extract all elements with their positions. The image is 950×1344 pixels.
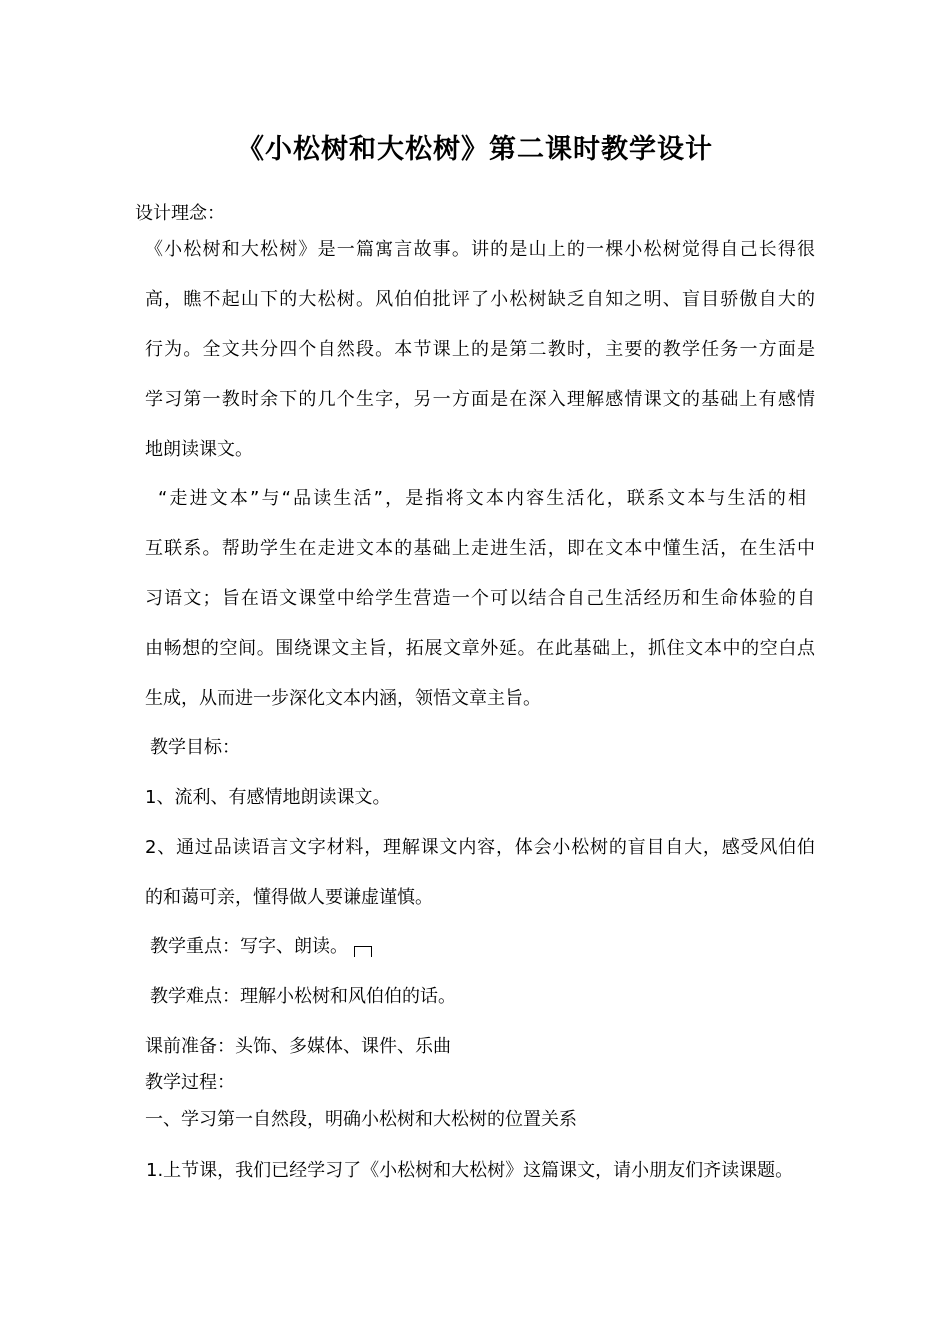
preparation: 课前准备：头饰、多媒体、课件、乐曲 [145,1036,451,1057]
section-heading: 一、学习第一自然段，明确小松树和大松树的位置关系 [145,1109,577,1130]
design-concept-label: 设计理念： [135,203,225,224]
key-points-text: 教学重点：写字、朗读。 [150,936,348,957]
difficulties: 教学难点：理解小松树和风伯伯的话。 [150,986,456,1007]
paragraph-line: 地朗读课文。 [145,439,253,460]
key-points [150,935,820,959]
paragraph-line: 习语文；旨在语文课堂中给学生营造一个可以结合自己生活经历和生命体验的自 [145,588,815,609]
objectives-label: 教学目标： [150,737,240,758]
paragraph-line: 行为。全文共分四个自然段。本节课上的是第二教时，主要的教学任务一方面是 [145,339,815,360]
paragraph-line: 由畅想的空间。围绕课文主旨，拓展文章外延。在此基础上，抓住文本中的空白点 [145,638,815,659]
process-label: 教学过程： [145,1072,235,1093]
bracket-mark-icon [354,946,372,957]
paragraph-line: 《小松树和大松树》是一篇寓言故事。讲的是山上的一棵小松树觉得自己长得很 [145,239,815,260]
paragraph-line: 高，瞧不起山下的大松树。风伯伯批评了小松树缺乏自知之明、盲目骄傲自大的 [145,289,815,310]
paragraph-line: 学习第一教时余下的几个生字，另一方面是在深入理解感情课文的基础上有感情 [145,389,815,410]
objective-item: 2、通过品读语言文字材料，理解课文内容，体会小松树的盲目自大，感受风伯伯 [145,837,815,858]
document-title: 《小松树和大松树》第二课时教学设计 [237,134,713,165]
objective-item: 的和蔼可亲，懂得做人要谦虚谨慎。 [145,887,433,908]
objective-item: 1、流利、有感情地朗读课文。 [145,787,391,808]
paragraph-line: 互联系。帮助学生在走进文本的基础上走进生活，即在文本中懂生活，在生活中 [145,538,815,559]
step-item: 1.上节课，我们已经学习了《小松树和大松树》这篇课文，请小朋友们齐读课题。 [146,1160,794,1181]
paragraph-line: 生成，从而进一步深化文本内涵，领悟文章主旨。 [145,688,541,709]
paragraph-line: “走进文本”与“品读生活”，是指将文本内容生活化，联系文本与生活的相 [158,488,806,509]
